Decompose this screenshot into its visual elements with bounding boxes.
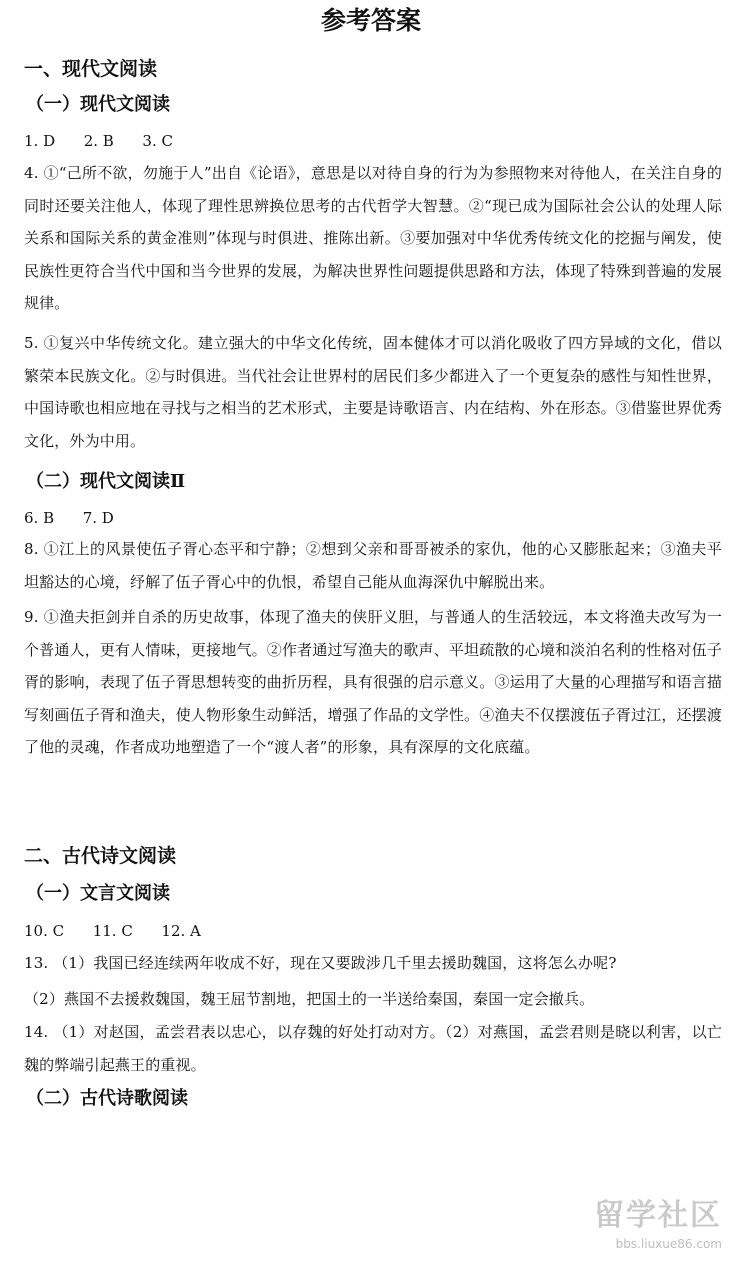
watermark-text: 留学社区 — [594, 1198, 722, 1233]
answers-1-3: 1. D 2. B 3. C — [24, 132, 173, 150]
subsection-heading-modern-reading-2: （二）现代文阅读Ⅱ — [26, 471, 186, 492]
watermark-logo — [562, 1196, 722, 1266]
subsection-heading-ancient-poetry: （二）古代诗歌阅读 — [26, 1088, 188, 1109]
answers-10-12: 10. C 11. C 12. A — [24, 922, 201, 940]
subsection-heading-modern-reading-1: （一）现代文阅读 — [26, 94, 170, 115]
answer-8: 8. ①江上的风景使伍子胥心态平和宁静；②想到父亲和哥哥被杀的家仇，他的心又膨胀起来；③渔夫平坦豁达的心境，纾解了伍子胥心中的仇恨，希望自己能从血海深仇中解脱出来。 — [24, 540, 722, 591]
watermark-url: bbs.liuxue86.com — [615, 1237, 722, 1251]
page-title: 参考答案 — [320, 6, 421, 35]
answer-13-part-2: （2）燕国不去援救魏国，魏王屈节割地，把国土的一半送给秦国，秦国一定会撤兵。 — [24, 990, 595, 1008]
answer-13-part-1: 13. （1）我国已经连续两年收成不好，现在又要跋涉几千里去援助魏国，这将怎么办呢? — [24, 954, 617, 972]
answer-4: 4. ①“己所不欲，勿施于人”出自《论语》，意思是以对待自身的行为为参照物来对待他人，在关注自身的同时还要关注他人，体现了理性思辨换位思考的古代哲学大智慧。②“现已成为国际社会公认的处理人际关系和国际关系的黄金准则”体现与时俱进、推陈出新。③要加强对中华优秀传统文化的挖掘与阐发，使民族性更符合当代中国和当今世界的发展，为解决世界性问题提供思路和方法，体现了特殊到普遍的发展规律。 — [24, 164, 722, 312]
section-heading-modern-reading: 一、现代文阅读 — [24, 58, 158, 80]
section-heading-ancient-reading: 二、古代诗文阅读 — [24, 845, 177, 867]
answers-6-7: 6. B 7. D — [24, 509, 114, 527]
subsection-heading-classical-chinese: （一）文言文阅读 — [26, 883, 170, 904]
answer-9: 9. ①渔夫拒剑并自杀的历史故事，体现了渔夫的侠肝义胆，与普通人的生活较远，本文将渔夫改写为一个普通人，更有人情味，更接地气。②作者通过写渔夫的歌声、平坦疏散的心境和淡泊名利的性格对伍子胥的影响，表现了伍子胥思想转变的曲折历程，具有很强的启示意义。③运用了大量的心理描写和语言描写刻画伍子胥和渔夫，使人物形象生动鲜活，增强了作品的文学性。④渔夫不仅摆渡伍子胥过江，还摆渡了他的灵魂，作者成功地塑造了一个“渡人者”的形象，具有深厚的文化底蕴。 — [24, 608, 722, 756]
answer-5: 5. ①复兴中华传统文化。建立强大的中华文化传统，固本健体才可以消化吸收了四方异域的文化，借以繁荣本民族文化。②与时俱进。当代社会让世界村的居民们多少都进入了一个更复杂的感性与知性世界，中国诗歌也相应地在寻找与之相当的艺术形式，主要是诗歌语言、内在结构、外在形态。③借鉴世界优秀文化，外为中用。 — [24, 334, 722, 450]
answer-14: 14. （1）对赵国，孟尝君表以忠心，以存魏的好处打动对方。（2）对燕国，孟尝君则是晓以利害，以亡魏的弊端引起燕王的重视。 — [24, 1023, 722, 1074]
